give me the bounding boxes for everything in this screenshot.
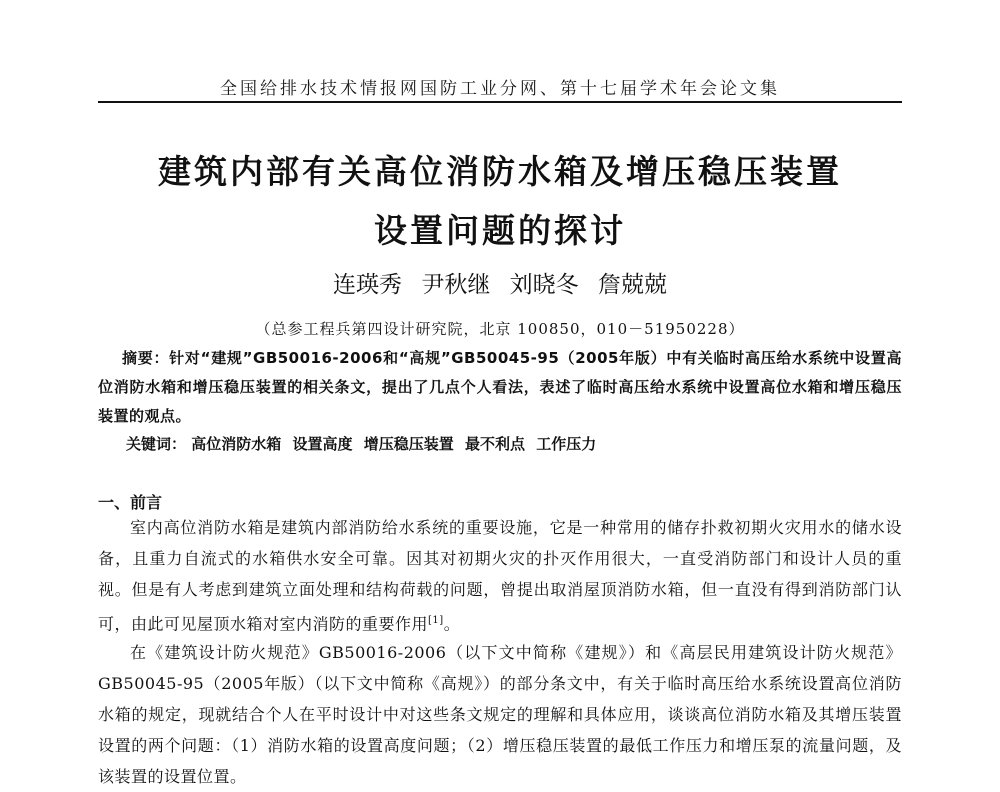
keyword: 设置高度 — [292, 435, 353, 453]
running-header: 全国给排水技术情报网国防工业分网、第十七届学术年会论文集 — [220, 79, 780, 99]
citation-reference: [1] — [428, 615, 444, 626]
section-heading: 一、前言 — [98, 493, 163, 512]
author-list — [0, 266, 1000, 299]
keyword: 工作压力 — [536, 435, 597, 453]
body-paragraph-1 — [98, 512, 902, 639]
paragraph-end-punct: 。 — [443, 614, 461, 634]
keywords-label: 关键词： — [126, 435, 187, 453]
author-affiliation: （总参工程兵第四设计研究院，北京 100850，010－51950228） — [255, 320, 745, 338]
keywords — [126, 430, 902, 459]
abstract-label: 摘要： — [122, 349, 170, 367]
body-paragraph-2 — [98, 637, 902, 792]
header-rule — [98, 101, 902, 103]
abstract — [98, 344, 902, 431]
keyword: 最不利点 — [465, 435, 526, 453]
paper-title-line-2: 设置问题的探讨 — [374, 211, 626, 250]
paragraph-text: 室内高位消防水箱是建筑内部消防给水系统的重要设施，它是一种常用的储存扑救初期火灾用水的储水设备，且重力自流式的水箱供水安全可靠。因其对初期火灾的扑灭作用很大，一直受消防部门和设计人员的重视。但是有人考虑到建筑立面处理和结构荷载的问题，曾提出取消屋顶消防水箱，但一直没有得到消防部门认可，由此可见屋顶水箱对室内消防的重要作用 — [98, 518, 902, 634]
author-name: 詹兢兢 — [597, 272, 667, 298]
abstract-text: 针对“建规”GB50016-2006和“高规”GB50045-95（2005年版）中有关临时高压给水系统中设置高位消防水箱和增压稳压装置的相关条文，提出了几点个人看法，表述了临时高压给水系统中设置高位水箱和增压稳压装置的观点。 — [98, 349, 902, 425]
paragraph-text: 在《建筑设计防火规范》GB50016-2006（以下文中简称《建规》）和《高层民用建筑设计防火规范》GB50045-95（2005年版）（以下文中简称《高规》）的部分条文中，有关于临时高压给水系统设置高位消防水箱的规定，现就结合个人在平时设计中对这些条文规定的理解和具体应用，谈谈高位消防水箱及其增压装置设置的两个问题：（1）消防水箱的设置高度问题；（2）增压稳压装置的最低工作压力和增压泵的流量问题，及该装置的设置位置。 — [98, 643, 902, 786]
author-name: 连瑛秀 — [333, 272, 403, 298]
author-name: 尹秋继 — [421, 272, 491, 298]
keyword: 高位消防水箱 — [191, 435, 282, 453]
author-name: 刘晓冬 — [509, 272, 579, 298]
paper-title-line-1: 建筑内部有关高位消防水箱及增压稳压装置 — [158, 152, 842, 191]
keyword: 增压稳压装置 — [363, 435, 454, 453]
